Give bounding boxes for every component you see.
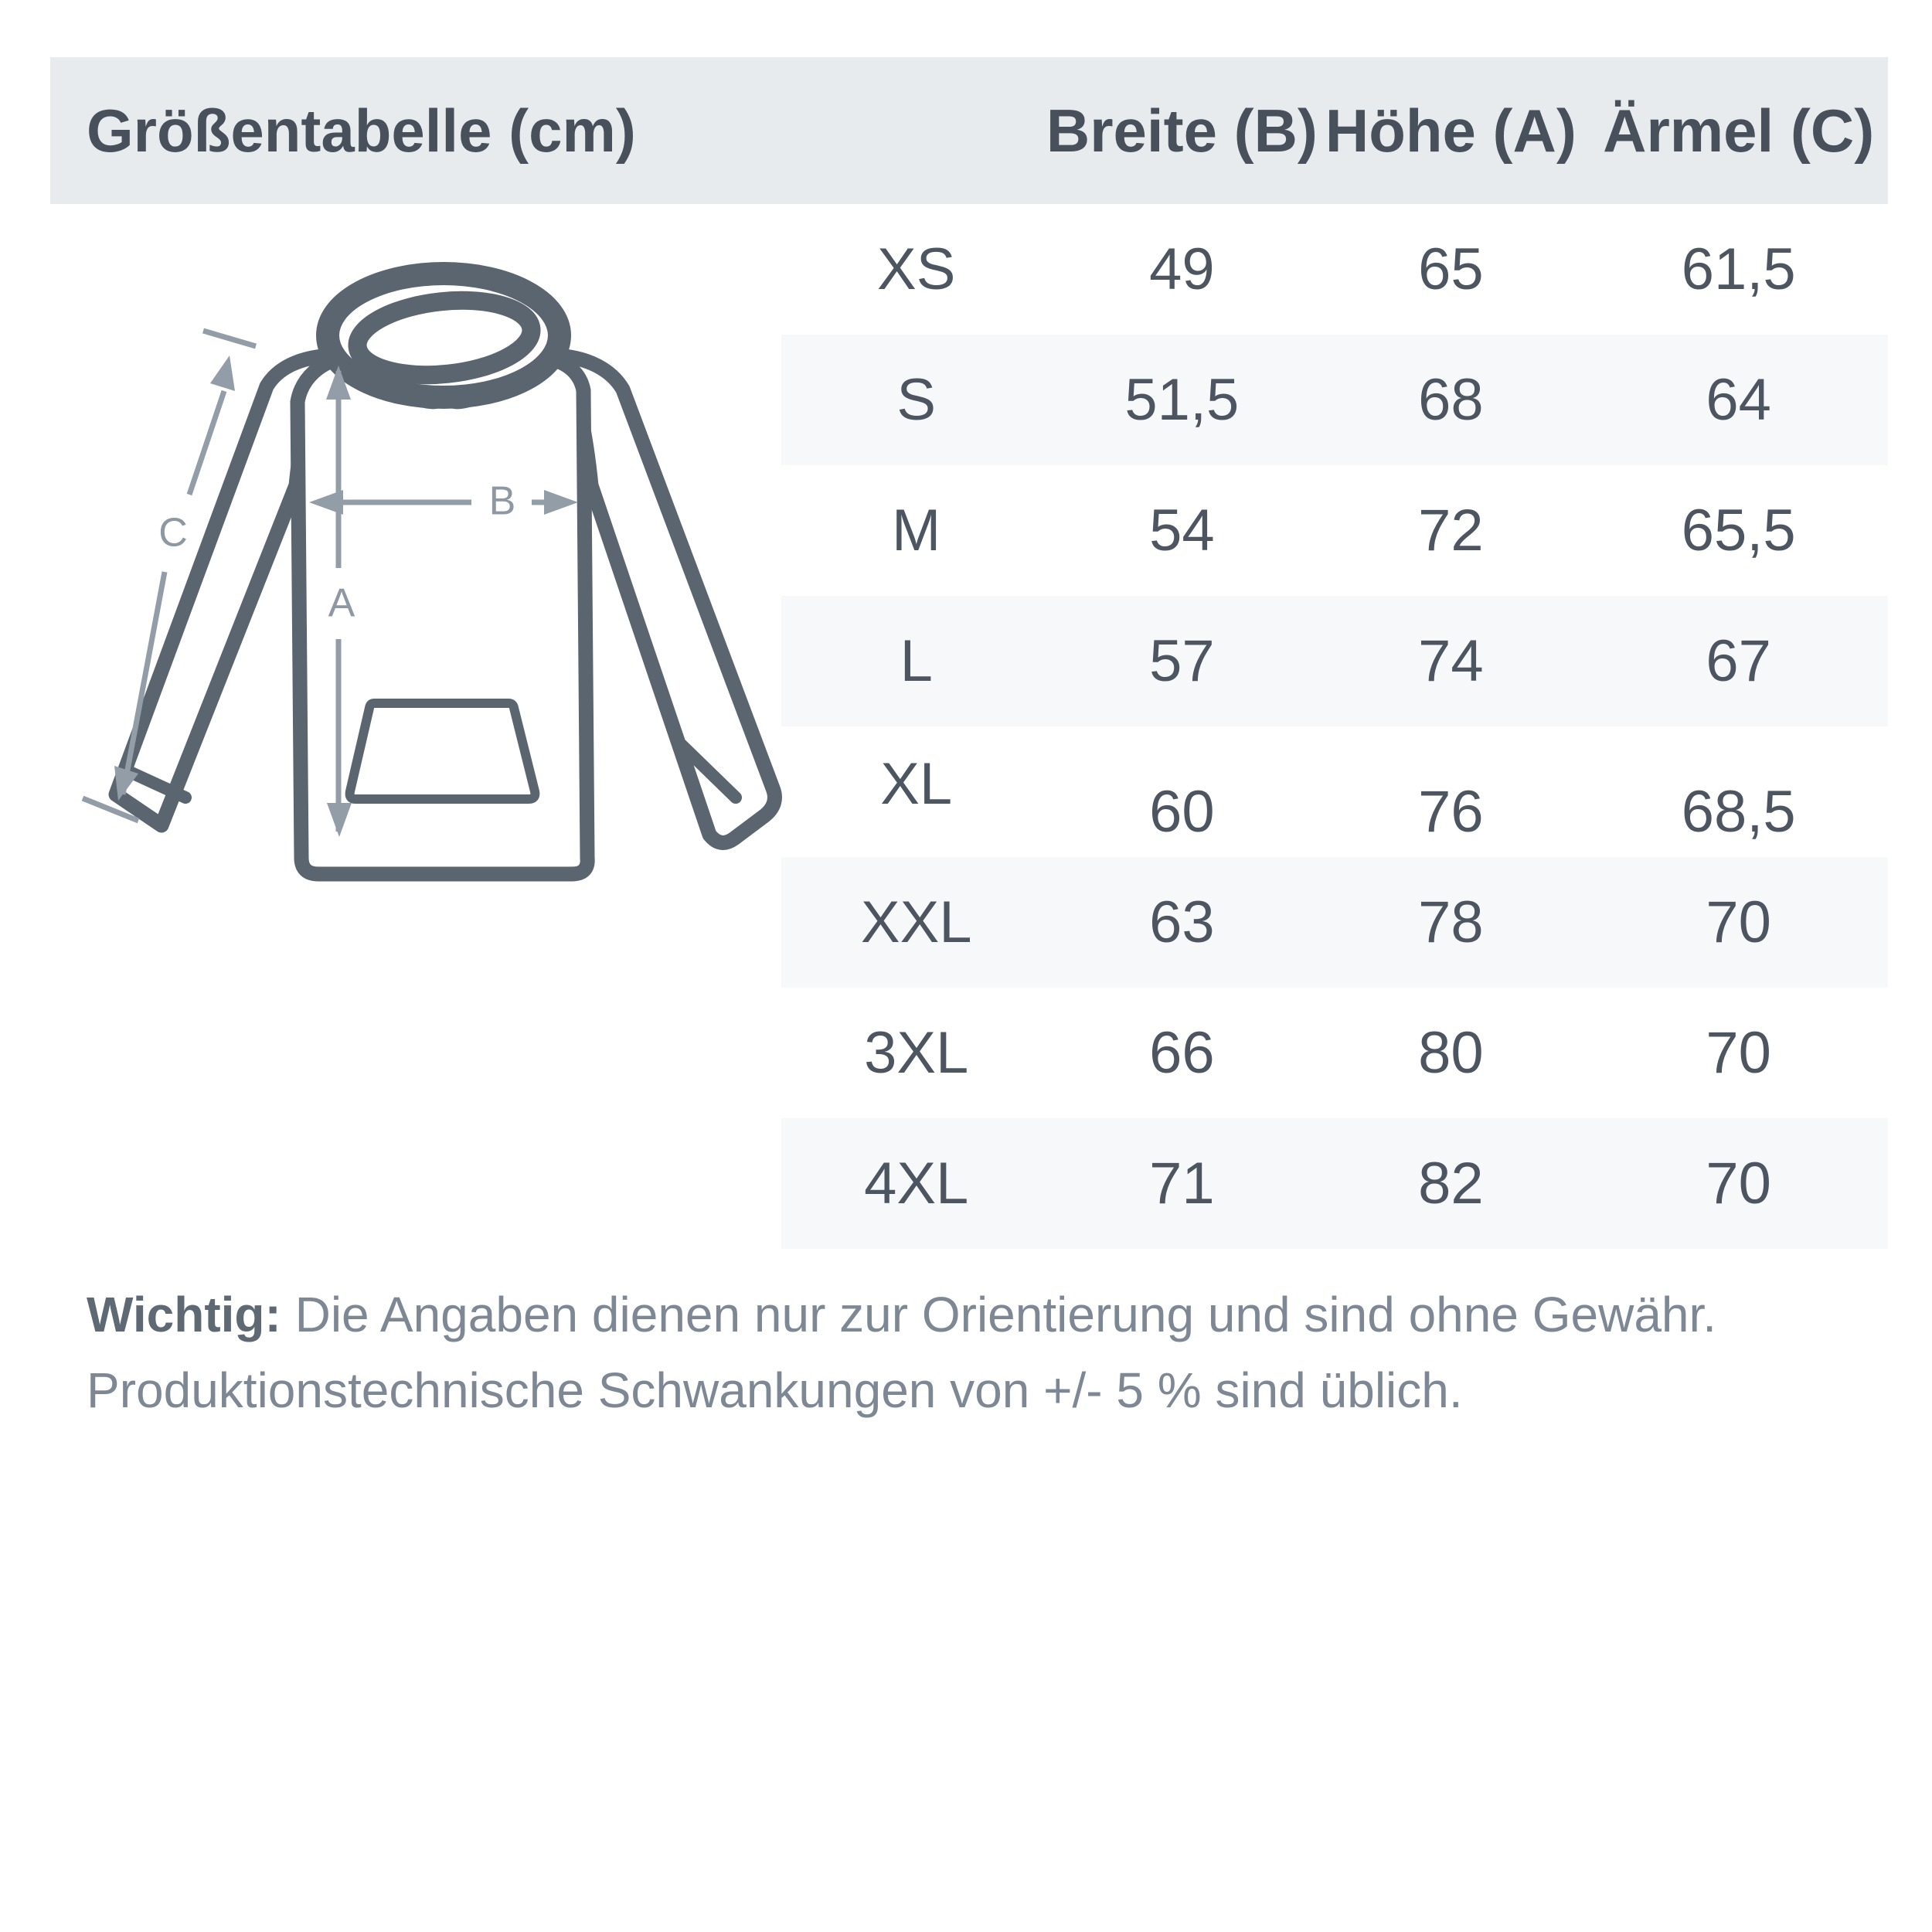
aermel-value: 61,5 xyxy=(1681,236,1796,302)
aermel-value: 68,5 xyxy=(1681,779,1796,845)
aermel-value: 70 xyxy=(1706,1151,1771,1216)
footnote xyxy=(87,1277,1864,1428)
size-label: XS xyxy=(877,236,956,302)
footnote-line-1 xyxy=(87,1277,1864,1352)
size-label: XXL xyxy=(860,889,972,955)
aermel-value: 70 xyxy=(1706,1020,1771,1086)
hoehe-value: 82 xyxy=(1418,1151,1484,1216)
breite-value: 51,5 xyxy=(1124,367,1240,433)
table-header-bar xyxy=(50,57,1888,204)
measure-label-a: A xyxy=(328,580,355,626)
aermel-value: 64 xyxy=(1706,367,1771,433)
size-label: M xyxy=(892,498,941,563)
table-row-s xyxy=(781,335,1888,465)
table-row-4xl xyxy=(781,1118,1888,1249)
size-table xyxy=(781,204,1888,1249)
table-row-m xyxy=(781,465,1888,596)
breite-value: 60 xyxy=(1149,779,1215,845)
breite-value: 66 xyxy=(1149,1020,1215,1086)
column-header-breite: Breite (B) xyxy=(1046,96,1318,165)
hoehe-value: 65 xyxy=(1418,236,1484,302)
measure-c-end-tick-top xyxy=(203,331,256,346)
measure-label-b: B xyxy=(488,478,516,524)
table-row-xl xyxy=(781,726,1888,857)
footnote-line-2: Produktionstechnische Schwankungen von +/- 5 % sind üblich. xyxy=(87,1362,1463,1418)
breite-value: 71 xyxy=(1149,1151,1215,1216)
table-row-xxl xyxy=(781,857,1888,988)
hoehe-value: 76 xyxy=(1418,779,1484,845)
column-header-size xyxy=(781,57,1051,204)
hoehe-value: 74 xyxy=(1418,628,1484,694)
hoodie-measurement-diagram xyxy=(46,224,788,889)
hoehe-value: 68 xyxy=(1418,367,1484,433)
hood-bottom-dip xyxy=(400,391,490,402)
table-row-3xl xyxy=(781,988,1888,1118)
breite-value: 49 xyxy=(1149,236,1215,302)
footnote-bold-prefix: Wichtig: xyxy=(87,1287,281,1342)
breite-value: 57 xyxy=(1149,628,1215,694)
kangaroo-pocket xyxy=(350,703,536,799)
breite-value: 54 xyxy=(1149,498,1215,563)
measure-c-arrowhead-top xyxy=(210,355,235,391)
aermel-value: 67 xyxy=(1706,628,1771,694)
column-header-hoehe: Höhe (A) xyxy=(1325,96,1577,165)
size-label: S xyxy=(896,367,937,433)
hoodie-diagram-svg xyxy=(46,224,788,889)
hoehe-value: 72 xyxy=(1418,498,1484,563)
size-label: 3XL xyxy=(864,1020,969,1086)
size-label: 4XL xyxy=(864,1151,969,1216)
hoehe-value: 78 xyxy=(1418,889,1484,955)
table-row-xs xyxy=(781,204,1888,335)
aermel-value: 65,5 xyxy=(1681,498,1796,563)
page-title: Größentabelle (cm) xyxy=(87,96,636,165)
hoehe-value: 80 xyxy=(1418,1020,1484,1086)
size-label: L xyxy=(900,628,933,694)
table-row-l xyxy=(781,596,1888,726)
measure-label-c: C xyxy=(158,510,188,556)
breite-value: 63 xyxy=(1149,889,1215,955)
aermel-value: 70 xyxy=(1706,889,1771,955)
footnote-line-1-text: Die Angaben dienen nur zur Orientierung und sind ohne Gewähr. xyxy=(294,1287,1717,1342)
size-label: XL xyxy=(880,751,953,817)
column-header-aermel: Ärmel (C) xyxy=(1603,96,1875,165)
column-headers xyxy=(781,57,1888,204)
